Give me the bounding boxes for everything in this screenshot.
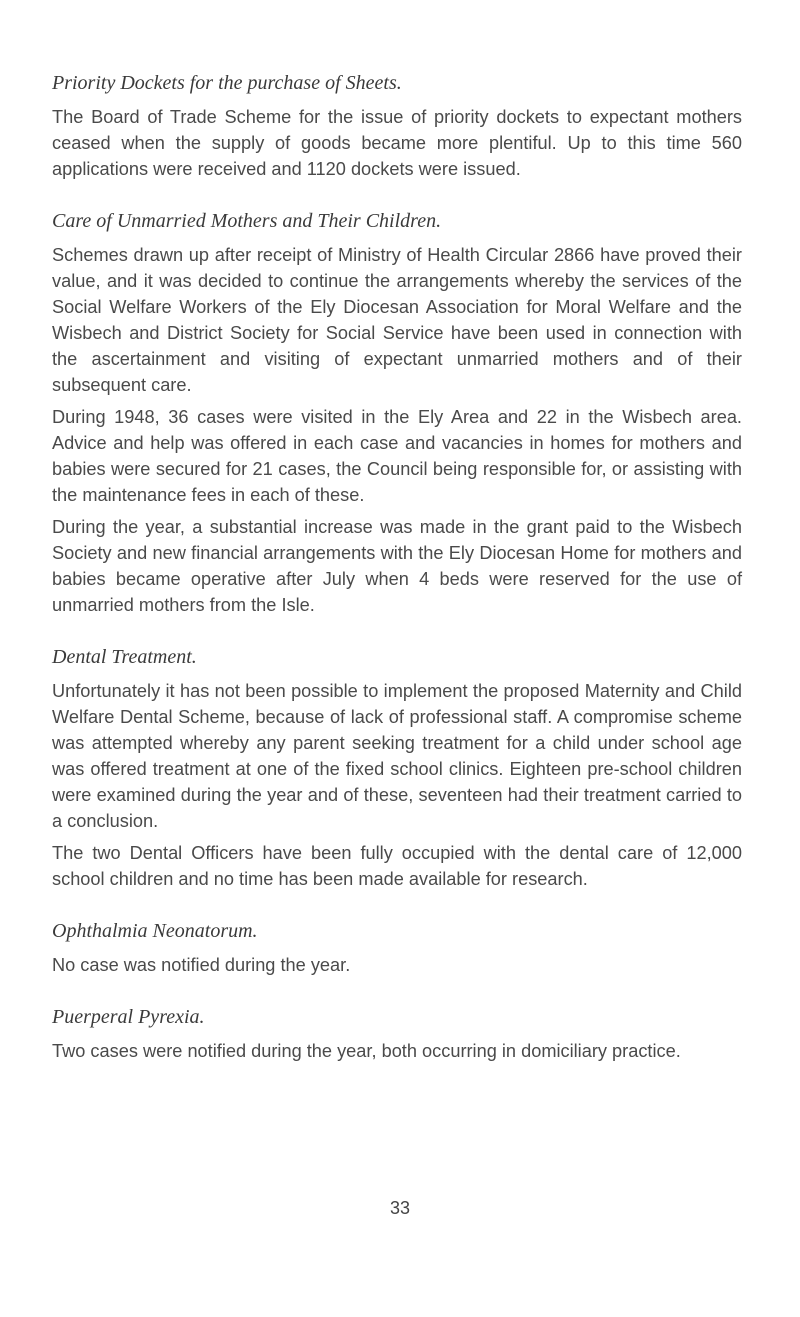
paragraph: The two Dental Officers have been fully occupied with the dental care of 12,000 school children and no time has been made available for research. (52, 843, 742, 889)
section-ophthalmia-neonatorum (52, 918, 742, 978)
section-dental-treatment (52, 644, 742, 892)
section-heading: Puerperal Pyrexia. (52, 1006, 205, 1028)
paragraph: Unfortunately it has not been possible to implement the proposed Maternity and Child Welfare Dental Scheme, because of lack of professional staff. A compromise scheme was attempted whereby any parent seeking treatment for a child under school age was offered treatment at one of the fixed school clinics. Eighteen pre-school children were examined during the year and of these, seventeen had their treatment carried to a conclusion. (52, 681, 742, 831)
paragraph: During 1948, 36 cases were visited in the Ely Area and 22 in the Wisbech area. Advice and help was offered in each case and vacancies in homes for mothers and babies were secured for 21 cases, the Council being responsible for, or assisting with the maintenance fees in each of these. (52, 407, 742, 505)
section-heading: Ophthalmia Neonatorum. (52, 920, 258, 942)
paragraph: Schemes drawn up after receipt of Ministry of Health Circular 2866 have proved their value, and it was decided to continue the arrangements whereby the services of the Social Welfare Workers of the Ely Diocesan Association for Moral Welfare and the Wisbech and District Society for Social Service have been used in connection with the ascertainment and visiting of expectant unmarried mothers and of their subsequent care. (52, 245, 742, 395)
section-priority-dockets (52, 70, 742, 182)
section-heading: Priority Dockets for the purchase of Sheets. (52, 72, 402, 94)
paragraph: No case was notified during the year. (52, 955, 351, 975)
paragraph: During the year, a substantial increase was made in the grant paid to the Wisbech Society and new financial arrangements with the Ely Diocesan Home for mothers and babies became operative after July when 4 beds were reserved for the use of unmarried mothers from the Isle. (52, 517, 742, 615)
section-heading: Dental Treatment. (52, 646, 197, 668)
document-page (52, 70, 742, 1070)
paragraph: The Board of Trade Scheme for the issue of priority dockets to expectant mothers ceased when the supply of goods became more plentiful. Up to this time 560 applications were received and 1120 dockets were issued. (52, 107, 742, 179)
page-number: 33 (389, 1198, 411, 1218)
section-unmarried-mothers (52, 208, 742, 618)
section-heading: Care of Unmarried Mothers and Their Children. (52, 210, 442, 232)
paragraph: Two cases were notified during the year, both occurring in domiciliary practice. (52, 1041, 681, 1061)
section-puerperal-pyrexia (52, 1004, 742, 1064)
